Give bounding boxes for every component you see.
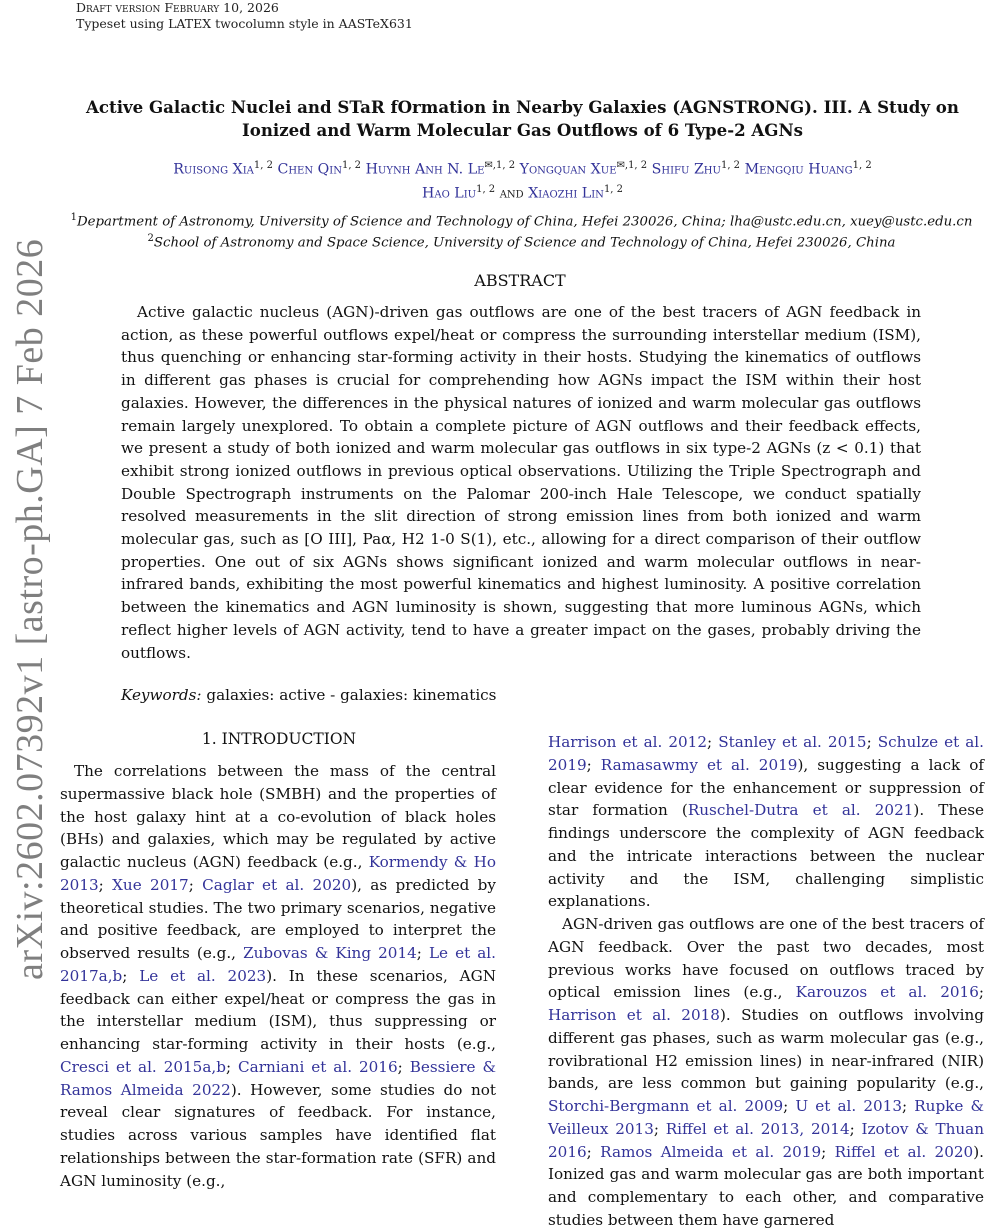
citation-link[interactable]: Storchi-Bergmann et al. 2009 bbox=[548, 1097, 784, 1115]
citation-link[interactable]: Harrison et al. 2012 bbox=[548, 733, 708, 751]
right-column bbox=[548, 731, 984, 1232]
draft-line: Draft version February 10, 2026 bbox=[76, 0, 279, 15]
author-link[interactable]: Shifu Zhu bbox=[651, 161, 721, 178]
citation-link[interactable]: Schulze et al. 2019 bbox=[548, 733, 984, 774]
abstract-body: Active galactic nucleus (AGN)-driven gas outflows are one of the best tracers of AGN feedback in action, as these powerful outflows expel/heat or compress the surrounding interstellar medium (ISM), thus quenching or enhancing star-forming activity in their hosts. Studying the kinematics of outflows in different gas phases is crucial for comprehending how AGNs impact the ISM within their host galaxies. However, the differences in the physical natures of ionized and warm molecular gas outflows remain largely unexplored. To obtain a complete picture of AGN outflows and their feedback effects, we present a study of both ionized and warm molecular gas outflows in six type-2 AGNs (z < 0.1) that exhibit strong ionized outflows in previous optical observations. Utilizing the Triple Spectrograph and Double Spectrograph instruments on the Palomar 200-inch Hale Telescope, we conduct spatially resolved measurements in the slit direction of strong emission lines from both ionized and warm molecular gas, such as [O III], Paα, H2 1-0 S(1), etc., allowing for a direct comparison of their outflow properties. One out of six AGNs shows significant ionized and warm molecular outflows in near-infrared bands, exhibiting the most powerful kinematics and highest luminosity. A positive correlation between the kinematics and AGN luminosity is shown, suggesting that more luminous AGNs, which reflect higher levels of AGN activity, tend to have a greater impact on the gases, probably driving the outflows. bbox=[121, 303, 921, 662]
citation-link[interactable]: Ramasawmy et al. 2019 bbox=[600, 755, 798, 774]
author-link[interactable]: Chen Qin bbox=[277, 161, 342, 178]
author-link[interactable]: Ruisong Xia bbox=[173, 161, 254, 178]
intro-paragraph-2: AGN-driven gas outflows are one of the best tracers of AGN feedback. Over the past two decades, most previous works have focused on outflows traced by optical emission lines (e.g., Karouzos et al. 2016; Harrison et al. 2018). Studies on outflows involving different gas phases, such as warm molecular gas (e.g., rovibrational H2 emission lines) in near-infrared (NIR) bands, are less common but gaining popularity (e.g., Storchi-Bergmann et al. 2009; U et al. 2013; Rupke & Veilleux 2013; Riffel et al. 2013, 2014; Izotov & Thuan 2016; Ramos Almeida et al. 2019; Riffel et al. 2020). Ionized gas and warm molecular gas are both important and complementary to each other, and comparative studies between them have garnered bbox=[548, 915, 985, 1229]
author-link[interactable]: Huynh Anh N. Le bbox=[365, 161, 485, 178]
author-link[interactable]: Xiaozhi Lin bbox=[528, 185, 604, 202]
citation-link[interactable]: U et al. 2013 bbox=[795, 1097, 902, 1115]
arxiv-sidebar-stamp: arXiv:2602.07392v1 [astro-ph.GA] 7 Feb 2026 bbox=[9, 238, 51, 980]
citation-link[interactable]: Karouzos et al. 2016 bbox=[795, 983, 979, 1002]
citation-link[interactable]: Carniani et al. 2016 bbox=[238, 1057, 398, 1076]
author-link[interactable]: Yongquan Xue bbox=[519, 161, 617, 178]
paper-title: Active Galactic Nuclei and STaR fOrmation in Nearby Galaxies (AGNSTRONG). III. A Study on Ionized and Warm Molecular Gas Outflows of 6 Type-2 AGNs bbox=[86, 97, 959, 140]
left-column bbox=[60, 760, 496, 1192]
citation-link[interactable]: Rupke & Veilleux 2013 bbox=[548, 1097, 984, 1138]
citation-link[interactable]: Bessiere & Ramos Almeida 2022 bbox=[60, 1057, 496, 1099]
citation-link[interactable]: Harrison et al. 2018 bbox=[548, 1006, 720, 1024]
affiliation-2: $^2$School of Astronomy and Space Science, University of Science and Technology of China, Hefei 230026, China bbox=[147, 233, 896, 251]
affiliation-1: $^1$Department of Astronomy, University of Science and Technology of China, Hefei 230026, China; lha@ustc.edu.cn, xuey@ustc.edu.cn bbox=[70, 212, 973, 230]
citation-link[interactable]: Riffel et al. 2013, 2014 bbox=[665, 1119, 850, 1138]
author-link[interactable]: Mengqiu Huang bbox=[744, 161, 853, 178]
citation-link[interactable]: Stanley et al. 2015 bbox=[718, 733, 867, 751]
citation-link[interactable]: Xue 2017 bbox=[112, 875, 189, 894]
citation-link[interactable]: Zubovas & King 2014 bbox=[243, 944, 417, 962]
abstract-heading: ABSTRACT bbox=[474, 271, 566, 290]
citation-link[interactable]: Caglar et al. 2020 bbox=[202, 875, 352, 894]
typeset-line: Typeset using LATEX twocolumn style in AASTeX631 bbox=[76, 16, 413, 31]
citation-link[interactable]: Riffel et al. 2020 bbox=[834, 1142, 974, 1161]
citation-link[interactable]: Ramos Almeida et al. 2019 bbox=[600, 1142, 822, 1161]
citation-link[interactable]: Le et al. 2017a,b bbox=[60, 944, 496, 985]
author-link[interactable]: Hao Liu bbox=[421, 185, 477, 202]
author-list: Ruisong Xia$^{1, 2}$ Chen Qin$^{1, 2}$ Huynh Anh N. $Le^{✉,1, 2}$ Yongquan Xue$^{✉,1, 2}$ Shifu Zhu$^{1, 2}$ Mengqiu Huang$^{1, 2}$ Hao Liu$^{1, 2}$ and Xiaozhi Lin$^{1, 2}$ bbox=[173, 160, 872, 202]
section-heading: 1. INTRODUCTION bbox=[201, 730, 357, 748]
citation-link[interactable]: Le et al. 2023 bbox=[139, 966, 267, 985]
running-header bbox=[76, 0, 413, 32]
intro-paragraph-1: The correlations between the mass of the central supermassive black hole (SMBH) and the properties of the host galaxy hint at a co-evolution of black holes (BHs) and galaxies, which may be regulated by active galactic nucleus (AGN) feedback (e.g., Kormendy & Ho 2013; Xue 2017; Caglar et al. 2020), as predicted by theoretical studies. The two primary scenarios, negative and positive feedback, are employed to interpret the observed results (e.g., Zubovas & King 2014; Le et al. 2017a,b; Le et al. 2023). In these scenarios, AGN feedback can either expel/heat or compress the gas in the interstellar medium (ISM), thus suppressing or enhancing star-forming activity in their hosts (e.g., Cresci et al. 2015a,b; Carniani et al. 2016; Bessiere & Ramos Almeida 2022). However, some studies do not reveal clear signatures of feedback. For instance, studies across various samples have identified flat relationships between the star-formation rate (SFR) and AGN luminosity (e.g., bbox=[60, 762, 496, 1190]
keywords: Keywords: galaxies: active - galaxies: kinematics bbox=[121, 686, 497, 704]
intro-paragraph-1-cont: Harrison et al. 2012; Stanley et al. 2015; Schulze et al. 2019; Ramasawmy et al. 2019), suggesting a lack of clear evidence for the enhancement or suppression of star formation (Ruschel-Dutra et al. 2021). These findings underscore the complexity of AGN feedback and the intricate interactions between the nuclear activity and the ISM, challenging simplistic explanations. bbox=[548, 733, 984, 911]
citation-link[interactable]: Ruschel-Dutra et al. 2021 bbox=[687, 801, 914, 820]
citation-link[interactable]: Cresci et al. 2015a,b bbox=[60, 1057, 226, 1076]
citation-link[interactable]: Kormendy & Ho 2013 bbox=[60, 853, 496, 894]
citation-link[interactable]: Izotov & Thuan 2016 bbox=[548, 1119, 985, 1161]
